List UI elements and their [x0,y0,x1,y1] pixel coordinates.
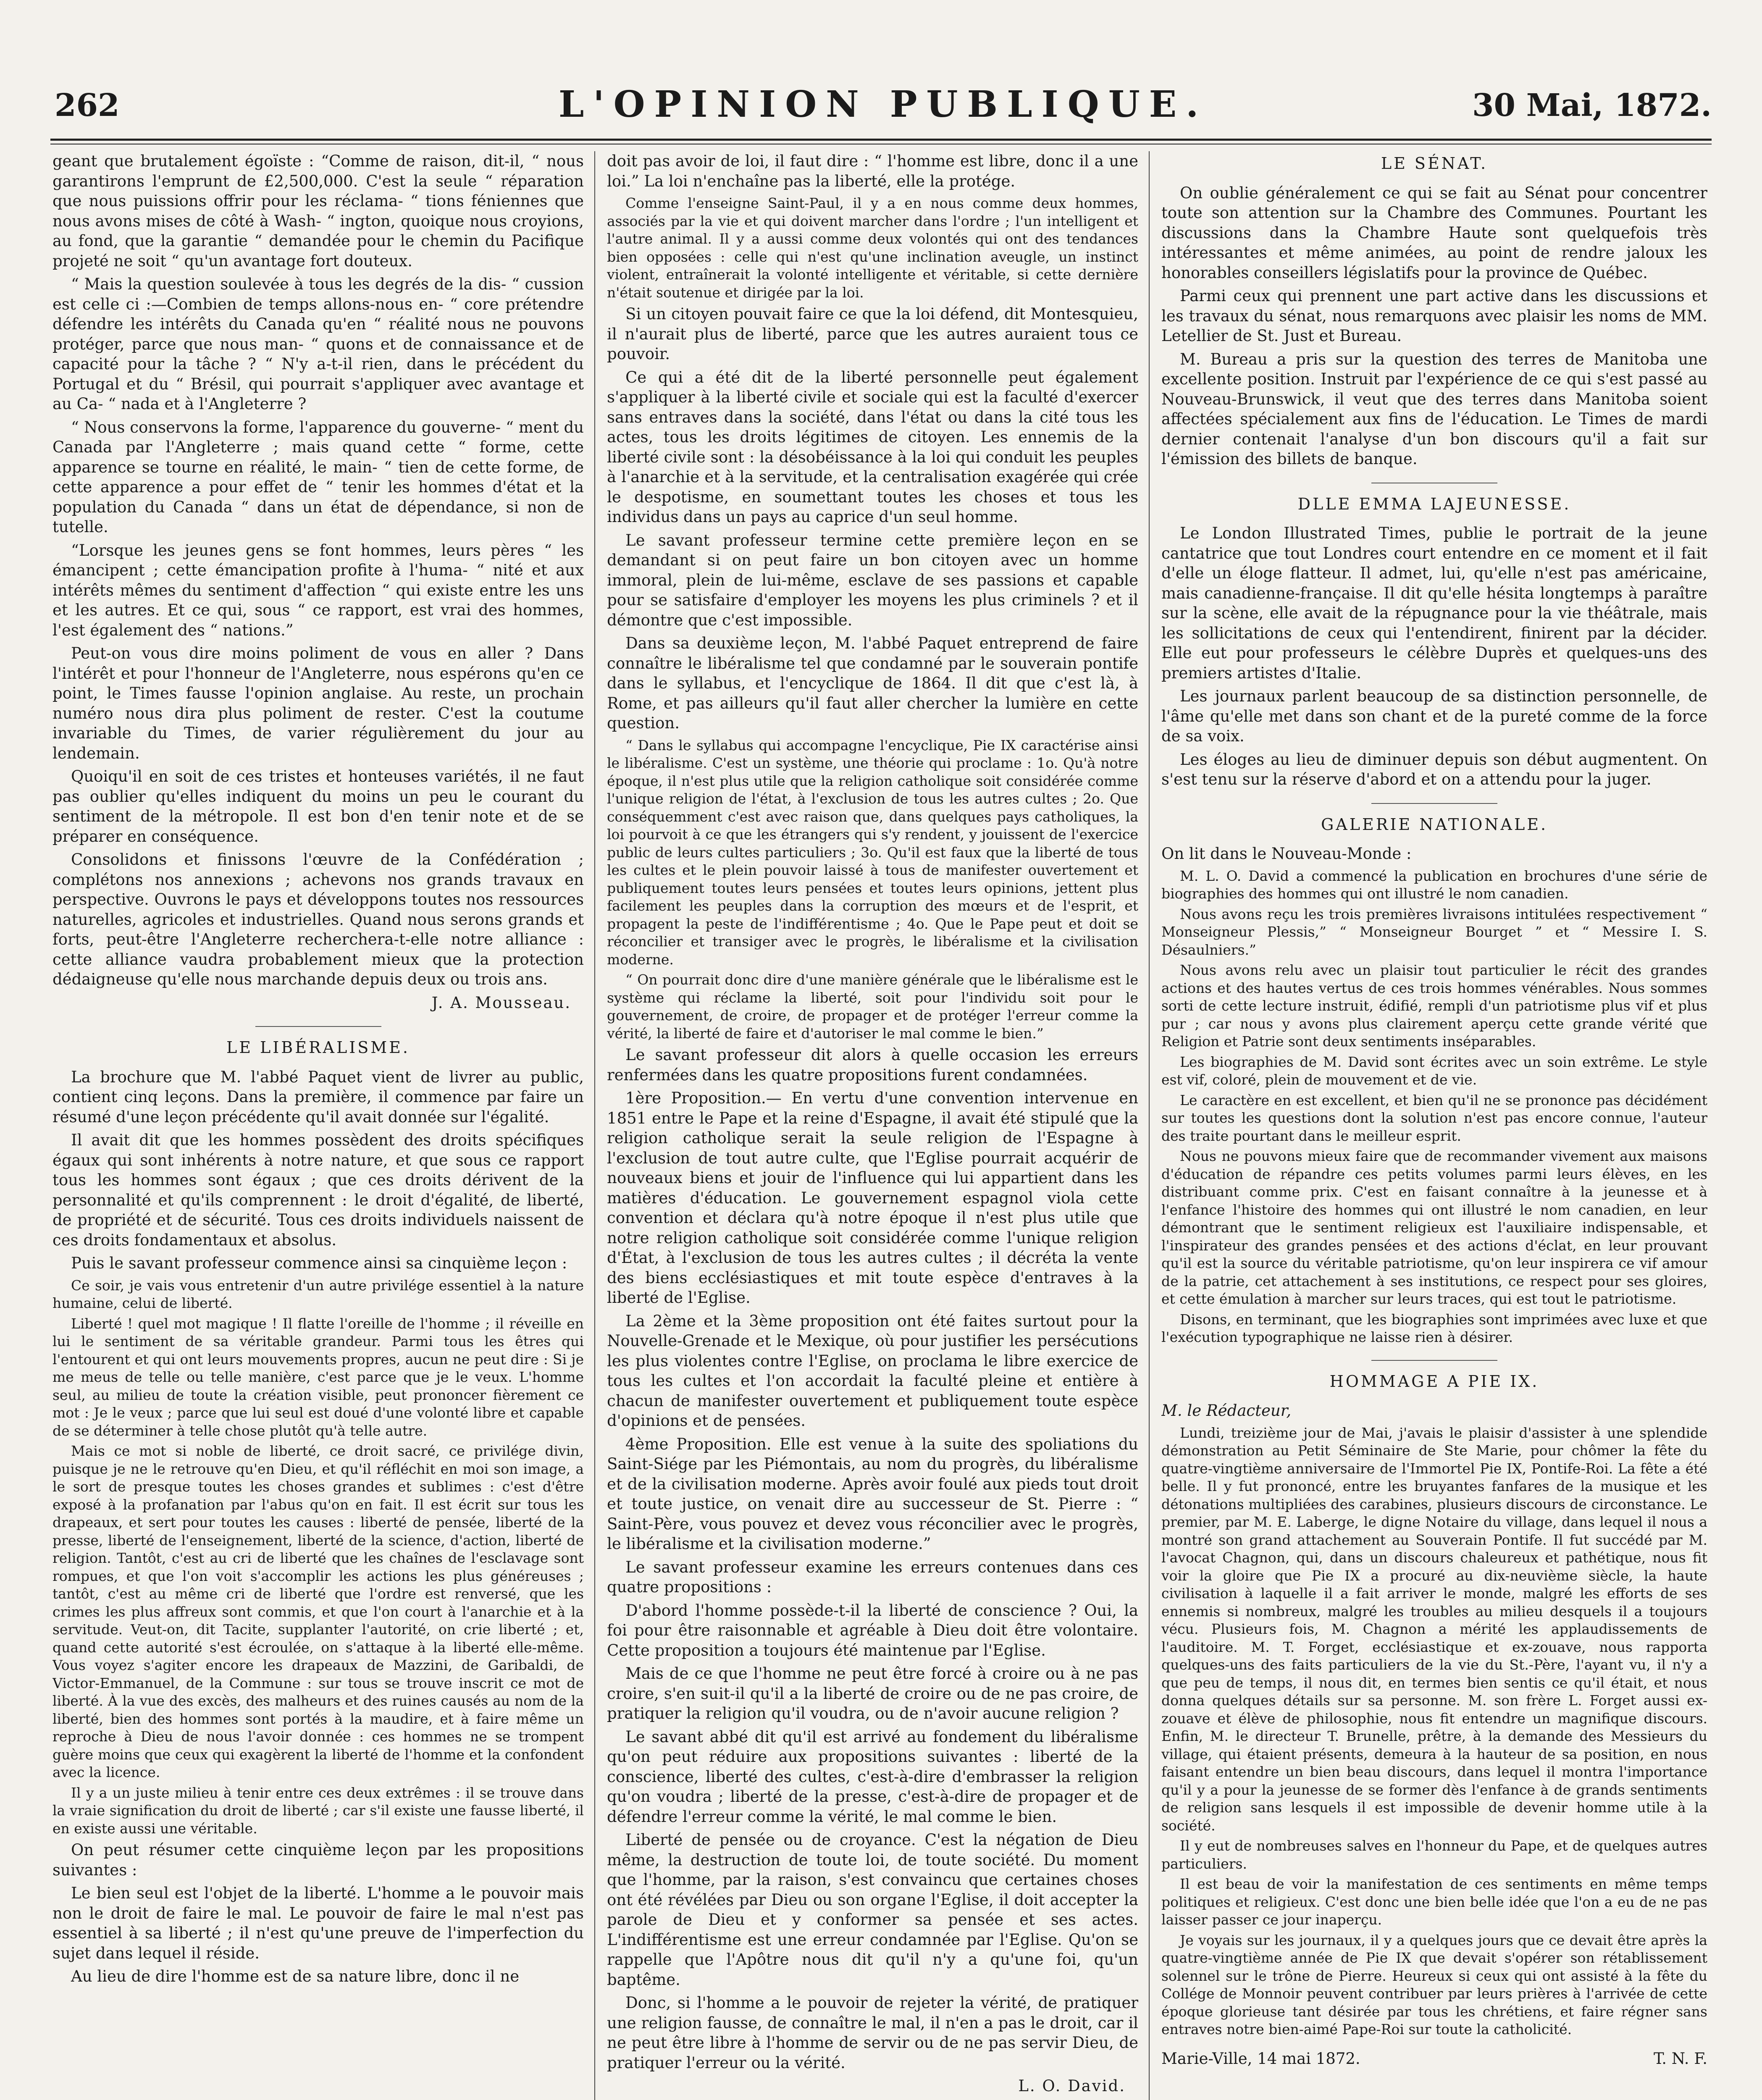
quoted-lesson [53,1277,584,1838]
paragraph: La 2ème et la 3ème proposition ont été faites surtout pour la Nouvelle-Grenade et le Mexique, où pour justifier les persécutions les plus violentes contre l'Eglise, on proclama le libre exercice de tous les cultes et l'on accordait la faculté pleine et entière à chacun de manifester ouvertement et publiquement toute espèce d'opinions et de pensées. [607,1312,1138,1430]
letter-initials: T. N. F. [1654,2049,1707,2068]
quoted-review [1161,867,1707,1347]
paragraph: Dans sa deuxième leçon, M. l'abbé Paquet entreprend de faire connaître le libéralisme tel que condamné par le souverain pontife dans le syllabus, et l'encyclique de 1864. Il dit que c'est là, à Rome, et pas ailleurs qu'il faut aller chercher la lumière en cette question. [607,634,1138,732]
paragraph: Au lieu de dire l'homme est de sa nature libre, donc il ne [71,1967,520,1985]
paragraph: On lit dans le Nouveau-Monde : [1161,845,1412,863]
paragraph: Il y eut de nombreuses salves en l'honneur du Pape, et de quelques autres particuliers. [1161,1838,1707,1872]
letter-body [1161,1424,1707,2039]
paragraph: Nous ne pouvons mieux faire que de recommander vivement aux maisons d'éducation de répandre ces petits volumes parmi leurs élèves, en les distribuant comme prix. C'est en faisant connaître à la jeunesse et à l'enfance l'histoire des hommes qui ont illustré le nom canadien, en leur démontrant que le sentiment religieux est l'auxiliaire indispensable, et l'inspirateur des grandes pensées et des actions d'éclat, en leur prouvant qu'il est la source du véritable patriotisme, qu'on leur inspirera ce vif amour de la patrie, cet attachement à ses institutions, ce respect pour ses gloires, et cette émulation à marcher sur leurs traces, qui est tout le patriotisme. [1161,1148,1707,1307]
paragraph: Le savant professeur examine les erreurs contenues dans ces quatre propositions : [607,1558,1138,1596]
place-date: Marie-Ville, 14 mai 1872. [1161,2049,1360,2068]
paragraph: Le caractère en est excellent, et bien qu'il ne se prononce pas décidément sur toutes les questions dont la solution n'est pas encore connue, l'auteur des traite pourtant dans le meilleur esprit. [1161,1092,1707,1144]
article-signature: L. O. David. [1018,2077,1126,2095]
quoted-syllabus [607,737,1138,1043]
article-separator [1371,803,1497,804]
paragraph: Les éloges au lieu de diminuer depuis son début augmentent. On s'est tenu sur la réserve d'abord et on a attendu pour la juger. [1161,750,1707,788]
paragraph: “ Mais la question soulevée à tous les degrés de la dis- “ cussion est celle ci :—Combien de temps allons-nous en- “ core prétendre défendre les intérêts du Canada qu'en “ réalité nous ne pouvons protéger, parce que nous man- “ quons et de connaissance et de capacité pour la tâche ? “ N'y a-t-il rien, dans le précédent du Portugal et du “ Brésil, qui pourrait s'appliquer avec avantage et au Ca- “ nada et à l'Angleterre ? [53,275,584,413]
paragraph: Le bien seul est l'objet de la liberté. L'homme a le pouvoir mais non le droit de faire le mal. Le pouvoir de faire le mal n'est pas essentiel à sa liberté ; il n'est qu'une preuve de l'imperfection du sujet dans lequel il réside. [53,1884,584,1962]
article-heading: DLLE EMMA LAJEUNESSE. [1297,494,1571,513]
masthead [55,80,1712,134]
paragraph: Lundi, treizième jour de Mai, j'avais le plaisir d'assister à une splendide démonstration au Petit Séminaire de Ste Marie, pour chômer la fête du quatre-vingtième anniversaire de l'Immortel Pie IX, Pontife-Roi. La fête a été belle. Il y fut prononcé, entre les bruyantes fanfares de la musique et les détonations multipliées des carabines, plusieurs discours de circonstance. Le premier, par M. E. Laberge, le digne Notaire du village, dans lequel il nous a montré son grand attachement au Souverain Pontife. Il fut succédé par M. l'avocat Chagnon, qui, dans un discours chaleureux et pathétique, nous fit voir la gloire que Pie IX a procuré au dix-neuvième siècle, la haute civilisation à laquelle il a fait arriver le monde, malgré les efforts de ses ennemis si nombreux, malgré les troubles au milieu desquels il a toujours vécu. Plusieurs fois, M. Chagnon a mérité les applaudissements de l'auditoire. M. T. Forget, ecclésiastique et ex-zouave, nous rapporta quelques-uns des faits particuliers de la vie du St.-Père, l'ayant vu, il n'y a que peu de temps, il nous dit, en termes bien sentis ce qu'il était, et nous donna quelques détails sur sa personne. M. son frère L. Forget aussi ex-zouave et élève de philosophie, nous fit entendre un magnifique discours. Enfin, M. le directeur T. Brunelle, prêtre, à la demande des Messieurs du village, qui étaient présents, demeura à la hauteur de sa position, en nous faisant entendre un bien beau discours, dans lequel il montra l'importance qu'il y a pour la jeunesse de se former dès l'enfance à de grands sentiments de religion sans lesquels il est impossible de devenir homme utile à la société. [1161,1424,1707,1834]
paragraph: Consolidons et finissons l'œuvre de la Confédération ; complétons nos annexions ; achevons nos grands travaux en perspective. Ouvrons le pays et développons toutes nos ressources naturelles, agricoles et industrielles. Quand nous serons grands et forts, peut-être l'Angleterre recherchera-t-elle notre alliance : cette alliance vaudra probablement mieux que la protection dédaigneuse qu'elle nous marchande depuis deux ou trois ans. [53,850,584,988]
article-heading: LE LIBÉRALISME. [226,1038,410,1057]
paragraph: On peut résumer cette cinquième leçon par les propositions suivantes : [53,1841,584,1879]
issue-date: 30 Mai, 1872. [1472,87,1712,123]
paragraph: Mais ce mot si noble de liberté, ce droit sacré, ce privilége divin, puisque je ne le retrouve qu'en Dieu, et qu'il réfléchit en moi son image, a le sort de presque toutes les choses grandes et sublimes : c'est d'être exposé à la profanation par l'abus qu'on en fait. Il est écrit sur tous les drapeaux, et sert pour toutes les causes : liberté de pensée, liberté de la presse, liberté de l'enseignement, liberté de la science, d'action, liberté de religion. Tantôt, c'est au cri de liberté que les chaînes de l'esclavage sont rompues, et que l'on voit s'accomplir les actions les plus généreuses ; tantôt, c'est au même cri de liberté que l'ordre est renversé, que les crimes les plus affreux sont commis, et que l'on court à l'anarchie et à la servitude. Veut-on, dit Tacite, supplanter l'autorité, on crie liberté ; et, quand cette autorité s'est écroulée, on s'attaque à la liberté elle-même. Vous voyez s'agiter encore les drapeaux de Mazzini, de Garibaldi, de Victor-Emmanuel, de la Commune : sur tous se trouve inscrit ce mot de liberté. À la vue des excès, des malheurs et des ruines causés au nom de la liberté, bien des hommes sont portés à la maudire, et à faire même un reproche à Dieu de nous l'avoir donnée : ces hommes ne se trompent guère moins que ceux qui exagèrent la liberté de l'homme et la confondent avec la licence. [53,1443,584,1780]
paragraph: Il y a un juste milieu à tenir entre ces deux extrêmes : il se trouve dans la vraie signification du droit de liberté ; car s'il existe une fausse liberté, il en existe aussi une véritable. [53,1784,584,1837]
paragraph: Le savant professeur dit alors à quelle occasion les erreurs renfermées dans les quatre propositions furent condamnées. [607,1046,1138,1084]
paragraph: M. L. O. David a commencé la publication en brochures d'une série de biographies des hommes qui ont illustré le nom canadien. [1161,867,1707,902]
article-heading: GALERIE NATIONALE. [1321,815,1548,834]
paragraph: Les biographies de M. David sont écrites avec un soin extrême. Le style est vif, coloré, plein de mouvement et de vie. [1161,1053,1707,1088]
paragraph: Quoiqu'il en soit de ces tristes et honteuses variétés, il ne faut pas oublier qu'elles indiquent du moins un peu le courant du sentiment de la métropole. Il est bon d'en tenir note et de se préparer en conséquence. [53,767,584,845]
article-heading: LE SÉNAT. [1381,154,1488,173]
paragraph: Disons, en terminant, que les biographies sont imprimées avec luxe et que l'exécution typographique ne laisse rien à désirer. [1161,1311,1707,1345]
paragraph: Si un citoyen pouvait faire ce que la loi défend, dit Montesquieu, il n'aurait plus de liberté, parce que les autres auraient tous ce pouvoir. [607,305,1138,363]
column-divider [594,151,595,2100]
newspaper-title: L'OPINION PUBLIQUE. [558,83,1208,126]
column-1 [53,151,584,2100]
paragraph: Nous avons relu avec un plaisir tout particulier le récit des grandes actions et des hautes vertus de ces trois hommes vénérables. Nous sommes sorti de cette lecture instruit, édifié, rempli d'un patriotisme plus vif et plus pur ; car nous y avons plus clairement aperçu cette grande vérité que Religion et Patrie sont deux sentiments inséparables. [1161,962,1707,1050]
paragraph: On oublie généralement ce qui se fait au Sénat pour concentrer toute son attention sur la Chambre des Communes. Pourtant les discussions dans la Chambre Haute sont quelquefois très intéressantes et même animées, au point de rendre jaloux les honorables conseillers législatifs pour la province de Québec. [1161,184,1707,282]
paragraph: Le savant professeur termine cette première leçon en se demandant si on peut faire un bon citoyen avec un homme immoral, plein de lui-même, esclave de ses passions et capable pour se satisfaire d'employer les moyens les plus criminels ? et il démontre que c'est impossible. [607,531,1138,629]
column-3 [1161,151,1707,2100]
paragraph: Donc, si l'homme a le pouvoir de rejeter la vérité, de pratiquer une religion fausse, de connaître le mal, il n'en a pas le droit, car il ne peut être libre à l'homme de servir ou de ne pas servir Dieu, de pratiquer l'erreur ou la vérité. [607,1994,1138,2072]
paragraph: M. Bureau a pris sur la question des terres de Manitoba une excellente position. Instruit par l'expérience de ce qui s'est passé au Nouveau-Brunswick, il veut que des terres dans Manitoba soient affectées spécialement aux fins de l'éducation. Le Times de mardi dernier contenait l'analyse d'un bon discours qu'il a fait sur l'émission des billets de banque. [1161,350,1707,468]
paragraph: Liberté de pensée ou de croyance. C'est la négation de Dieu même, la destruction de toute loi, de toute société. Du moment que l'homme, par la raison, s'est convaincu que certaines choses ont été révélées par Dieu ou son organe l'Eglise, il doit accepter la parole de Dieu et y conformer sa pensée et ses actes. L'indifférentisme est une erreur condamnée par l'Eglise. Qu'on se rappelle que l'Apôtre nous dit qu'il n'y a qu'une foi, qu'un baptême. [607,1831,1138,1989]
salutation: M. le Rédacteur, [1161,1402,1292,1420]
paragraph: D'abord l'homme possède-t-il la liberté de conscience ? Oui, la foi pour être raisonnable et agréable à Dieu doit être volontaire. Cette proposition a toujours été maintenue par l'Eglise. [607,1601,1138,1659]
article-signature: J. A. Mousseau. [431,993,571,1012]
article-separator [255,1026,381,1027]
paragraph: Puis le savant professeur commence ainsi sa cinquième leçon : [71,1254,567,1272]
article-separator [1371,1360,1497,1361]
paragraph: Nous avons reçu les trois premières livraisons intitulées respectivement “ Monseigneur Plessis,” “ Monseigneur Bourget ” et “ Messire I. S. Désaulniers.” [1161,906,1707,958]
paragraph: “ Dans le syllabus qui accompagne l'encyclique, Pie IX caractérise ainsi le libéralisme. C'est un système, une théorie qui proclame : 1o. Qu'à notre époque, il n'est plus utile que la religion catholique soit considérée comme l'unique religion de l'état, à l'exclusion de tous les autres cultes ; 2o. Que conséquemment c'est avec raison que, dans quelques pays catholiques, la loi pourvoit à ce que les étrangers qui s'y rendent, y jouissent de l'exercice public de leurs cultes particuliers ; 3o. Qu'il est faux que la liberté de tous les cultes et le plein pouvoir laissé à tous de manifester ouvertement et publiquement toutes leurs pensées et toutes leurs opinions, jettent plus facilement les peuples dans la corruption des mœurs et de l'esprit, et propagent la peste de l'indifférentisme ; 4o. Que le Pape peut et doit se réconcilier et transiger avec le progrès, le libéralisme et la civilisation moderne. [607,737,1138,968]
paragraph: 4ème Proposition. Elle est venue à la suite des spoliations du Saint-Siége par les Piémontais, au nom du progrès, du libéralisme et de la civilisation moderne. Après avoir foulé aux pieds tout droit et toute justice, on venait dire au successeur de St. Pierre : “ Saint-Père, vous pouvez et devez vous réconcilier avec le progrès, le libéralisme et la civilisation moderne.” [607,1435,1138,1553]
paragraph: Il est beau de voir la manifestation de ces sentiments en même temps politiques et religieux. C'est donc une bien belle idée que l'on a eu de ne pas laisser passer ce jour inaperçu. [1161,1876,1707,1928]
paragraph: La brochure que M. l'abbé Paquet vient de livrer au public, contient cinq leçons. Dans la première, il commence par faire un résumé d'une leçon précédente qu'il avait donnée sur l'égalité. [53,1068,584,1126]
paragraph: doit pas avoir de loi, il faut dire : “ l'homme est libre, donc il a une loi.” La loi n'enchaîne pas la liberté, elle la protége. [607,152,1138,190]
paragraph: Je voyais sur les journaux, il y a quelques jours que ce devait être après la quatre-vingtième année de Pie IX que devait s'opérer son rétablissement solennel sur le trône de Pierre. Heureux si ceux qui ont assisté à la fête du Collége de Monnoir peuvent contribuer par leurs prières à l'arrivée de cette époque glorieuse tant désirée par tous les chrétiens, et faire régner sans entraves notre bien-aimé Pape-Roi sur toute la catholicité. [1161,1932,1707,2037]
paragraph: Peut-on vous dire moins poliment de vous en aller ? Dans l'intérêt et pour l'honneur de l'Angleterre, nous espérons qu'en ce point, le Times fausse l'opinion anglaise. Au reste, un prochain numéro nous dira plus poliment de rester. C'est la coutume invariable du Times, de varier régulièrement du jour au lendemain. [53,644,584,762]
paragraph: Ce soir, je vais vous entretenir d'un autre privilége essentiel à la nature humaine, celui de liberté. [53,1277,584,1311]
paragraph: Liberté ! quel mot magique ! Il flatte l'oreille de l'homme ; il réveille en lui le sentiment de sa véritable grandeur. Parmi tous les êtres qui l'entourent et qui ont leurs mouvements propres, aucun ne peut dire : Si je me meus de telle ou telle manière, c'est parce que je le veux. L'homme seul, au milieu de toute la création visible, peut prononcer fièrement ce mot : Je le veux ; parce que lui seul est doué d'une volonté libre et capable de se déterminer à telle chose plutôt qu'à telle autre. [53,1315,584,1439]
column-divider [1149,151,1150,2100]
paragraph: Les journaux parlent beaucoup de sa distinction personnelle, de l'âme qu'elle met dans son chant et de la pureté comme de la force de sa voix. [1161,687,1707,745]
column-2 [607,151,1138,2100]
article-heading: HOMMAGE A PIE IX. [1329,1372,1539,1391]
paragraph: Parmi ceux qui prennent une part active dans les discussions et les travaux du sénat, nous remarquons avec plaisir les noms de MM. Letellier de St. Just et Bureau. [1161,287,1707,345]
letter-closing [1161,2049,1707,2069]
paragraph: Il avait dit que les hommes possèdent des droits spécifiques égaux qui sont inhérents à notre nature, et que sous ce rapport tous les hommes sont égaux ; que ces droits dérivent de la personnalité et qu'ils comprennent : le droit d'égalité, de liberté, de propriété et de sécurité. Tous ces droits individuels naissent de ces droits fondamentaux et absolus. [53,1131,584,1249]
masthead-rule [50,139,1712,144]
small-text-block [607,194,1138,302]
paragraph: “ On pourrait donc dire d'une manière générale que le libéralisme est le système qui réclame la liberté, soit pour l'individu soit pour le gouvernement, de croire, de propager et de protéger l'erreur comme la vérité, la liberté de faire et d'autoriser le mal comme le bien.” [607,971,1138,1042]
paragraph: Comme l'enseigne Saint-Paul, il y a en nous comme deux hommes, associés par la vie et qui doivent marcher dans l'ordre ; l'un intelligent et l'autre animal. Il y a aussi comme deux volontés qui ont des tendances bien opposées : celle qui n'est qu'une inclination aveugle, un instinct violent, entraînerait la volonté intelligente et véritable, si cette dernière n'était soutenue et dirigée par la loi. [607,195,1138,301]
paragraph: “ Nous conservons la forme, l'apparence du gouverne- “ ment du Canada par l'Angleterre ; mais quand cette “ forme, cette apparence se tourne en réalité, le main- “ tien de cette forme, de cette apparence a pour effet de “ tenir les hommes d'état et la population du Canada “ dans un état de dépendance, si non de tutelle. [53,418,584,536]
paragraph: geant que brutalement égoïste : “Comme de raison, dit-il, “ nous garantirons l'emprunt de £2,500,000. C'est la seule “ réparation que nous puissions offrir pour les réclama- “ tions féniennes que nous avons mises de côté à Wash- “ ington, quoique nous croyions, au fond, que la garantie “ demandée pour le chemin du Pacifique projeté ne soit “ qu'un avantage fort douteux. [53,152,584,270]
paragraph: Ce qui a été dit de la liberté personnelle peut également s'appliquer à la liberté civile et sociale qui est la faculté d'exercer sans entraves dans la société, dans l'état ou dans la cité tous les actes, tous les droits légitimes de citoyen. Les ennemis de la liberté civile sont : la désobéissance à la loi qui conduit les peuples à l'anarchie et à la servitude, et la centralisation exagérée qui crée le despotisme, en soumettant toutes les choses et tous les individus dans un pays au caprice d'un seul homme. [607,368,1138,526]
paragraph: 1ère Proposition.— En vertu d'une convention intervenue en 1851 entre le Pape et la reine d'Espagne, il avait été stipulé que la religion catholique serait la seule religion de l'Espagne à l'exclusion de tout autre culte, que l'Eglise pourrait acquérir de nouveaux biens et jouir de l'influence qui lui appartient dans les matières d'éducation. Le gouvernement espagnol viola cette convention et déclara qu'à notre époque il n'est plus utile que notre religion catholique soit considérée comme l'unique religion d'État, à l'exclusion de tous les autres cultes ; il décréta la vente des biens ecclésiastiques et mit toute espèce d'entraves à la liberté de l'Eglise. [607,1089,1138,1307]
page-number: 262 [55,87,120,123]
paragraph: Le savant abbé dit qu'il est arrivé au fondement du libéralisme qu'on peut réduire aux propositions suivantes : liberté de la conscience, liberté des cultes, c'est-à-dire d'embrasser la religion qu'on voudra ; liberté de la presse, c'est-à-dire de propager et de défendre l'erreur comme la vérité, le mal comme le bien. [607,1727,1138,1826]
paragraph: Mais de ce que l'homme ne peut être forcé à croire ou à ne pas croire, s'en suit-il qu'il a la liberté de croire ou de ne pas croire, de pratiquer la religion qu'il voudra, ou de n'avoir aucune religion ? [607,1664,1138,1722]
paragraph: “Lorsque les jeunes gens se font hommes, leurs pères “ les émancipent ; cette émancipation profite à l'huma- “ nité et aux intérêts mêmes du sentiment d'affection “ qui existe entre les uns et les autres. Et ce qui, sous “ ce rapport, est vrai des hommes, l'est également des “ nations.” [53,541,584,639]
paragraph: Le London Illustrated Times, publie le portrait de la jeune cantatrice que tout Londres court entendre en ce moment et il fait d'elle un éloge flatteur. Il admet, lui, qu'elle n'est pas américaine, mais canadienne-française. Il dit qu'elle hésita longtemps à paraître sur la scène, elle avait de la répugnance pour la vie théâtrale, mais les sollicitations de ceux qui l'entendirent, finirent par la décider. Elle eut pour professeurs le célèbre Duprès et quelques-uns des premiers artistes d'Italie. [1161,524,1707,682]
